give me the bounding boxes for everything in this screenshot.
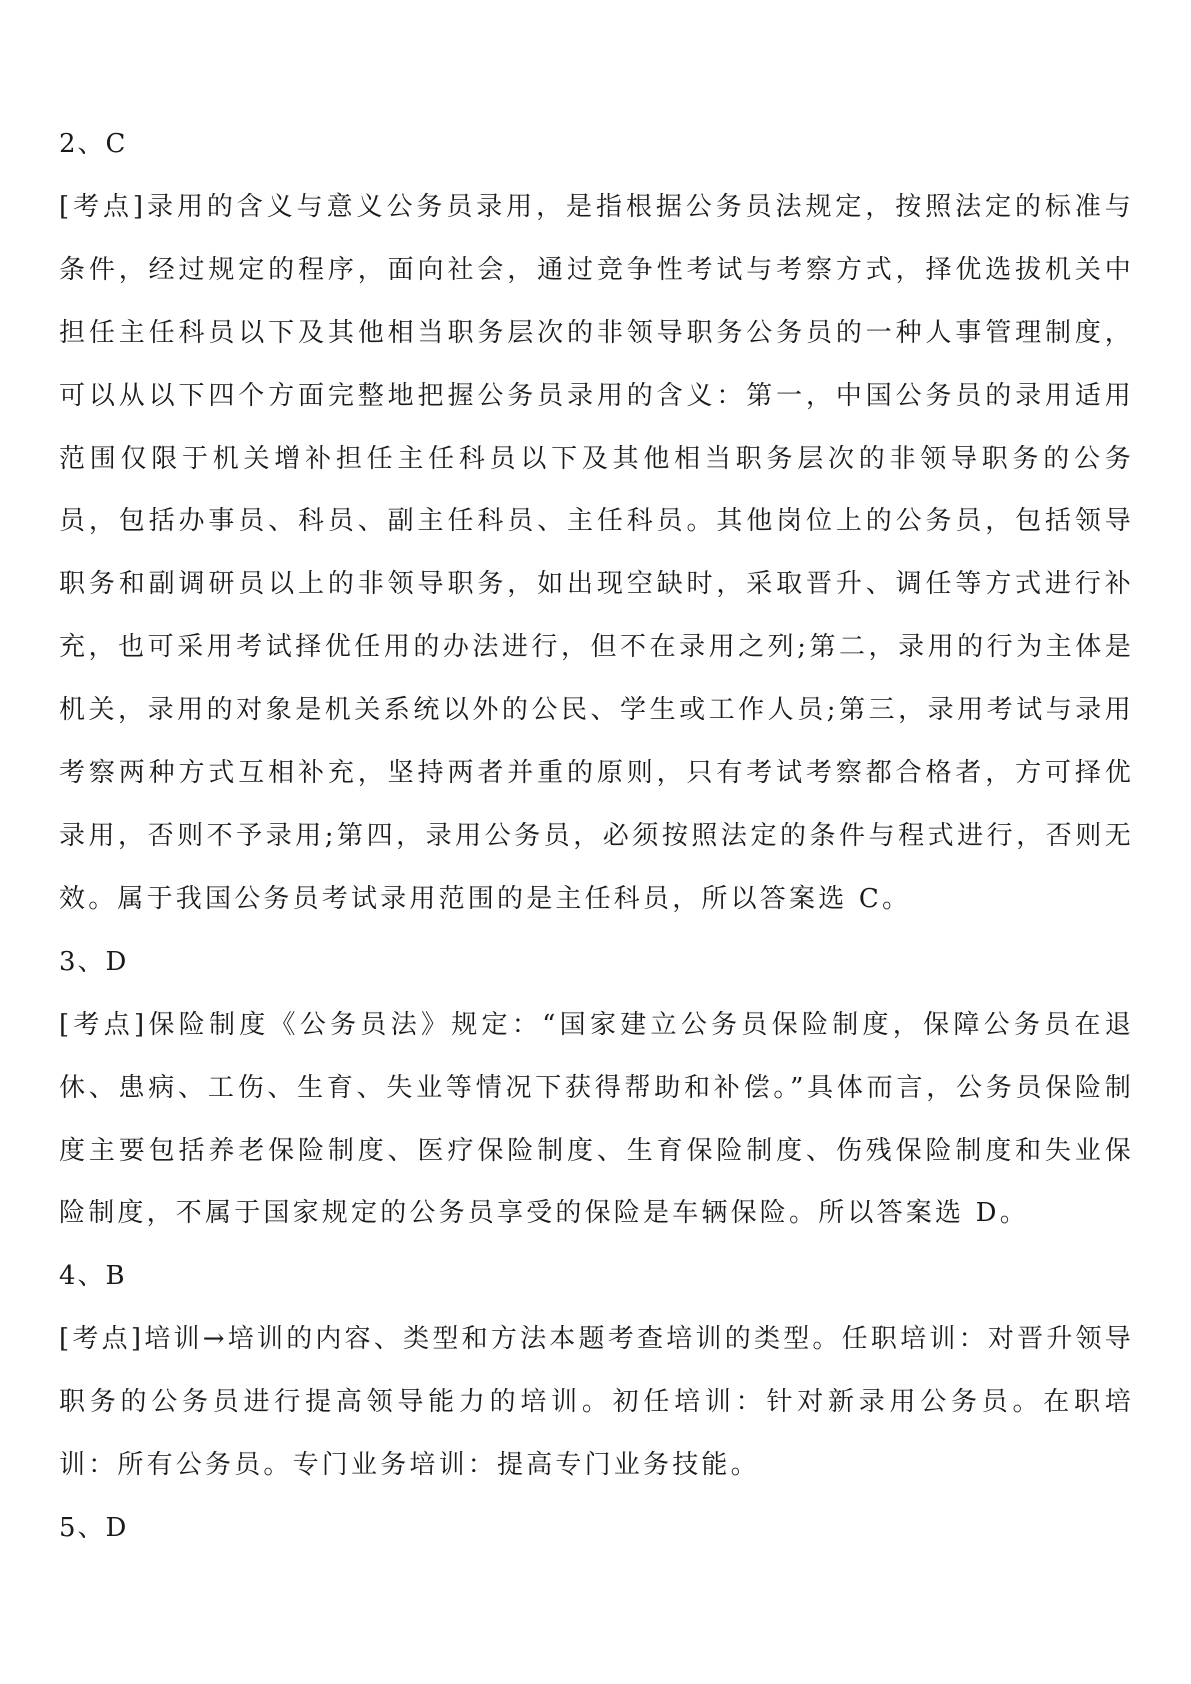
answer-heading-5: 5、D	[59, 1512, 129, 1543]
answer-heading-2: 2、C	[59, 129, 128, 159]
answer-explanations	[59, 113, 1134, 1560]
explanation-3: [考点]保险制度《公务员法》规定：“国家建立公务员保险制度，保障公务员在退休、患病、工伤、生育、失业等情况下获得帮助和补偿。”具体而言，公务员保险制度主要包括养老保险制度、医疗保险制度、生育保险制度、伤残保险制度和失业保险制度，不属于国家规定的公务员享受的保险是车辆保险。所以答案选 D。	[59, 1009, 1134, 1229]
answer-heading-3: 3、D	[59, 946, 129, 977]
explanation-2: [考点]录用的含义与意义公务员录用，是指根据公务员法规定，按照法定的标准与条件，经过规定的程序，面向社会，通过竞争性考试与考察方式，择优选拔机关中担任主任科员以下及其他相当职务层次的非领导职务公务员的一种人事管理制度，可以从以下四个方面完整地把握公务员录用的含义：第一，中国公务员的录用适用范围仅限于机关增补担任主任科员以下及其他相当职务层次的非领导职务的公务员，包括办事员、科员、副主任科员、主任科员。其他岗位上的公务员，包括领导职务和副调研员以上的非领导职务，如出现空缺时，采取晋升、调任等方式进行补充，也可采用考试择优任用的办法进行，但不在录用之列;第二，录用的行为主体是机关，录用的对象是机关系统以外的公民、学生或工作人员;第三，录用考试与录用考察两种方式互相补充，坚持两者并重的原则，只有考试考察都合格者，方可择优录用，否则不予录用;第四，录用公务员，必须按照法定的条件与程式进行，否则无效。属于我国公务员考试录用范围的是主任科员，所以答案选 C。	[59, 191, 1134, 914]
explanation-4: [考点]培训→培训的内容、类型和方法本题考查培训的类型。任职培训：对晋升领导职务的公务员进行提高领导能力的培训。初任培训：针对新录用公务员。在职培训：所有公务员。专门业务培训：提高专门业务技能。	[59, 1324, 1134, 1481]
answer-heading-4: 4、B	[59, 1261, 127, 1292]
